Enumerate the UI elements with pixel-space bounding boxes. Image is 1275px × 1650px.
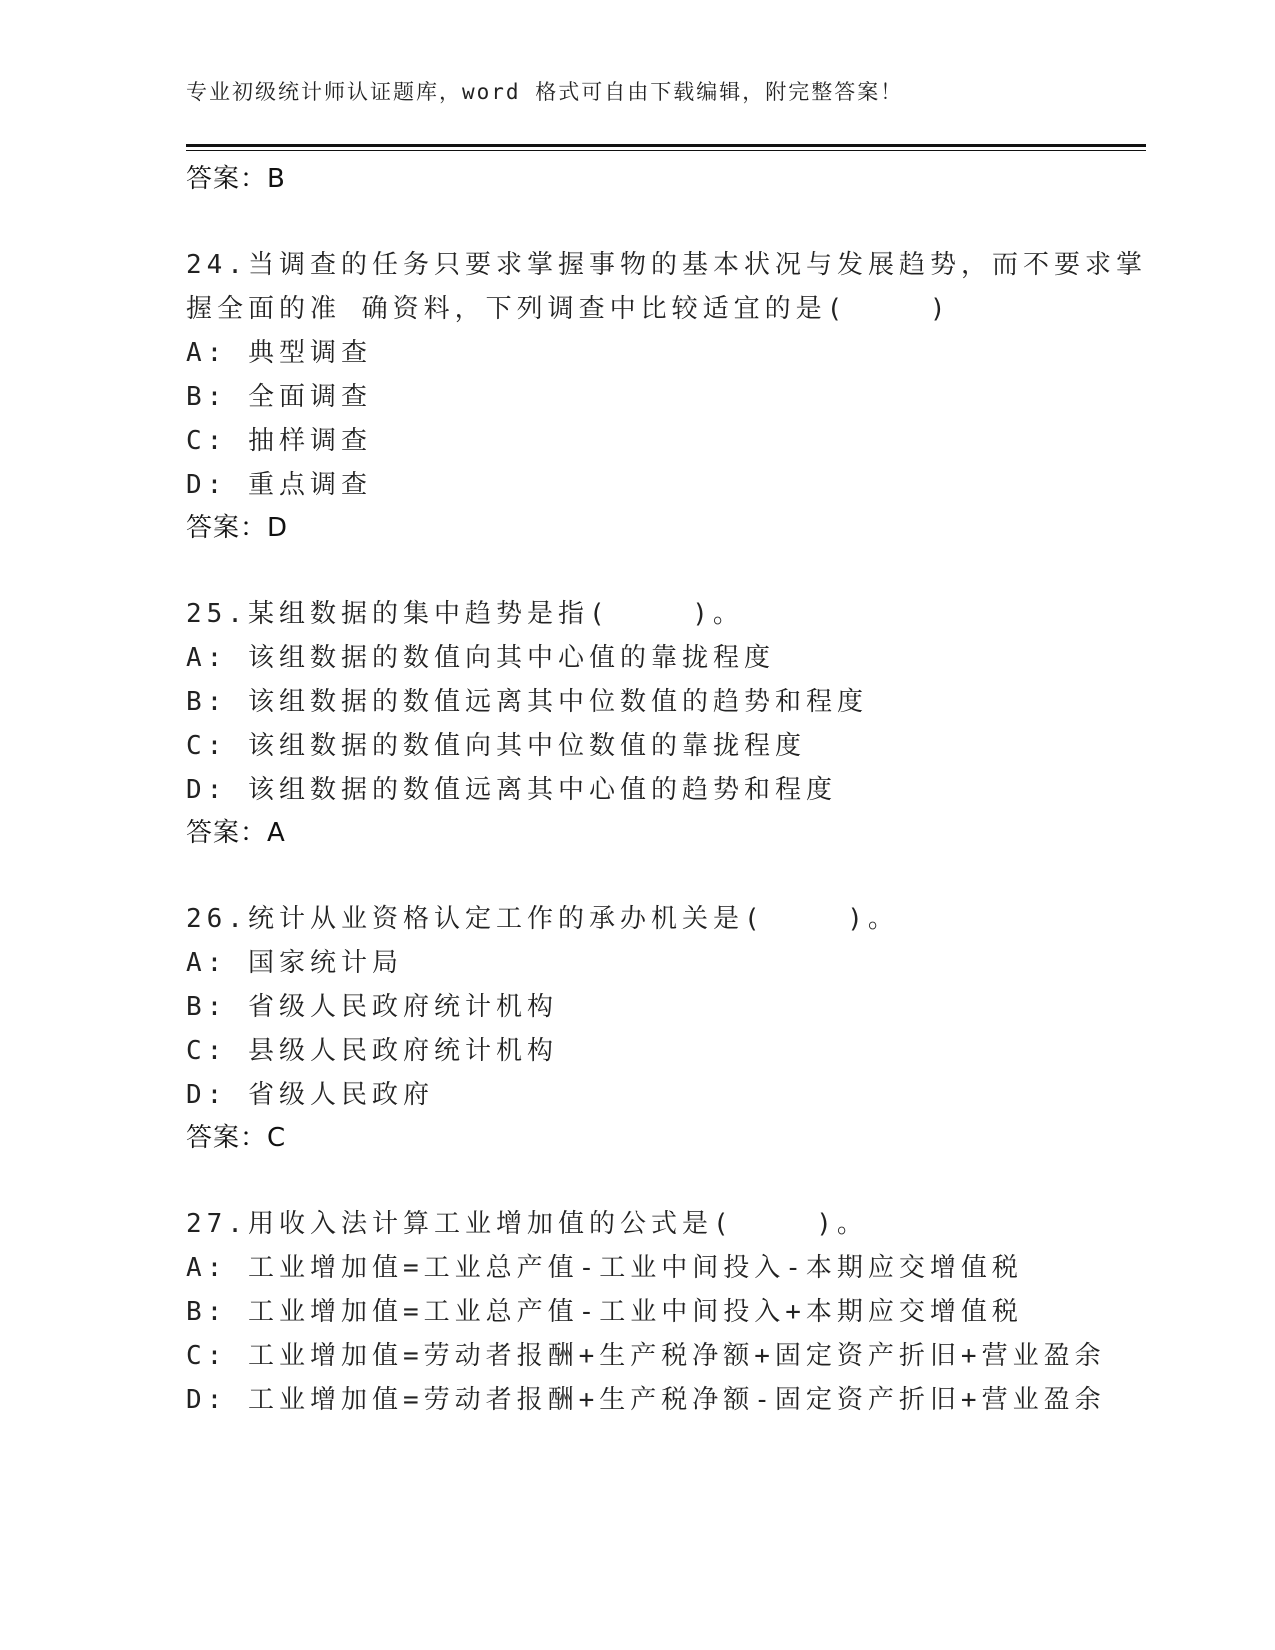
page-header: 专业初级统计师认证题库，word 格式可自由下载编辑，附完整答案！ [186, 80, 904, 104]
question-26-stem: 26.统计从业资格认定工作的承办机关是( )。 [186, 904, 899, 934]
question-26-option-b: B: 省级人民政府统计机构 [186, 992, 558, 1022]
answer-line-prev [186, 158, 286, 195]
question-26-option-d: D: 省级人民政府 [186, 1080, 434, 1110]
answer-label: 答案： [186, 164, 268, 194]
answer-value: B [267, 164, 286, 194]
question-24-answer [186, 507, 288, 544]
answer-label: 答案： [186, 818, 268, 848]
answer-value: A [267, 818, 286, 848]
question-25-option-a: A: 该组数据的数值向其中心值的靠拢程度 [186, 643, 775, 673]
answer-value: D [267, 513, 289, 543]
question-24-option-d: D: 重点调查 [186, 470, 372, 500]
question-27-option-d: D: 工业增加值=劳动者报酬+生产税净额-固定资产折旧+营业盈余 [186, 1385, 1106, 1415]
question-25-stem: 25.某组数据的集中趋势是指( )。 [186, 599, 744, 629]
question-25-answer [186, 812, 286, 849]
question-24-option-c: C: 抽样调查 [186, 426, 372, 456]
header-rule-thin [186, 150, 1146, 151]
question-24-stem-line-2: 握全面的准 确资料，下列调查中比较适宜的是( ) [186, 294, 951, 324]
question-26-option-a: A: 国家统计局 [186, 948, 403, 978]
question-25-option-b: B: 该组数据的数值远离其中位数值的趋势和程度 [186, 687, 868, 717]
question-26-option-c: C: 县级人民政府统计机构 [186, 1036, 558, 1066]
answer-label: 答案： [186, 513, 268, 543]
question-27-stem: 27.用收入法计算工业增加值的公式是( )。 [186, 1209, 868, 1239]
answer-label: 答案： [186, 1123, 268, 1153]
question-24-option-b: B: 全面调查 [186, 382, 372, 412]
header-rule-thick [186, 144, 1146, 147]
question-27-option-b: B: 工业增加值=工业总产值-工业中间投入+本期应交增值税 [186, 1297, 1023, 1327]
question-26-answer [186, 1117, 286, 1154]
question-25-option-d: D: 该组数据的数值远离其中心值的趋势和程度 [186, 775, 837, 805]
answer-value: C [267, 1123, 287, 1153]
question-25-option-c: C: 该组数据的数值向其中位数值的靠拢程度 [186, 731, 806, 761]
question-24-stem-line-1: 24.当调查的任务只要求掌握事物的基本状况与发展趋势，而不要求掌 [186, 250, 1147, 280]
question-27-option-a: A: 工业增加值=工业总产值-工业中间投入-本期应交增值税 [186, 1253, 1023, 1283]
question-27-option-c: C: 工业增加值=劳动者报酬+生产税净额+固定资产折旧+营业盈余 [186, 1341, 1106, 1371]
question-24-option-a: A: 典型调查 [186, 338, 372, 368]
